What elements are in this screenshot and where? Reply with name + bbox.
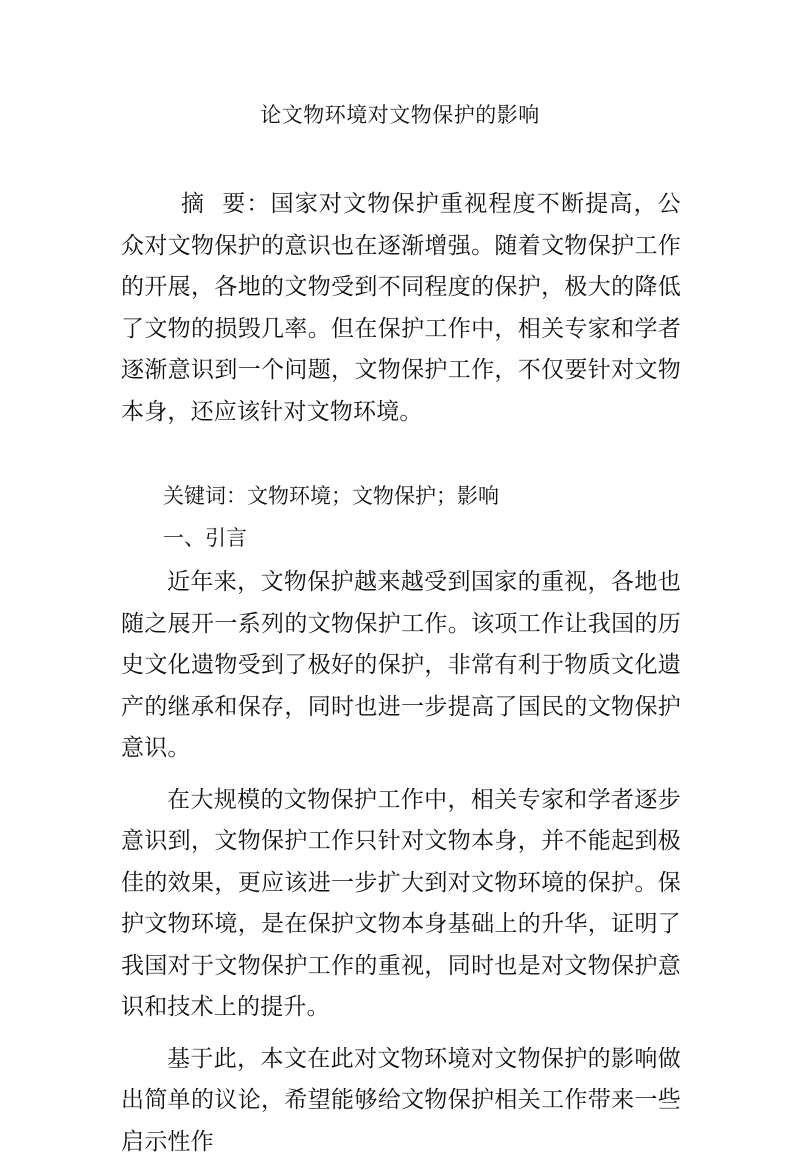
keywords-text: 文物环境；文物保护；影响 <box>247 484 499 508</box>
body-text <box>121 562 681 1173</box>
paragraph: 基于此，本文在此对文物环境对文物保护的影响做出简单的议论，希望能够给文物保护相关工作带来一些启示性作 <box>121 1045 681 1155</box>
abstract-text: 国家对文物保护重视程度不断提高，公众对文物保护的意识也在逐渐增强。随着文物保护工作的开展，各地的文物受到不同程度的保护，极大的降低了文物的损毁几率。但在保护工作中，相关专家和学者逐渐意识到一个问题，文物保护工作，不仅要针对文物本身，还应该针对文物环境。 <box>121 191 682 425</box>
section-heading: 一、引言 <box>163 526 247 550</box>
paragraph: 在大规模的文物保护工作中，相关专家和学者逐步意识到，文物保护工作只针对文物本身，并不能起到极佳的效果，更应该进一步扩大到对文物环境的保护。保护文物环境，是在保护文物本身基础上的升华，证明了我国对于文物保护工作的重视，同时也是对文物保护意识和技术上的提升。 <box>121 786 681 1020</box>
paper-title: 论文物环境对文物保护的影响 <box>260 103 540 127</box>
abstract-label: 摘 要： <box>181 191 271 217</box>
keywords <box>163 476 499 516</box>
abstract <box>121 184 681 433</box>
paragraph: 近年来，文物保护越来越受到国家的重视，各地也随之展开一系列的文物保护工作。该项工作让我国的历史文化遗物受到了极好的保护，非常有利于物质文化遗产的继承和保存，同时也进一步提高了国民的文物保护意识。 <box>121 569 681 761</box>
keywords-label: 关键词： <box>163 484 247 508</box>
